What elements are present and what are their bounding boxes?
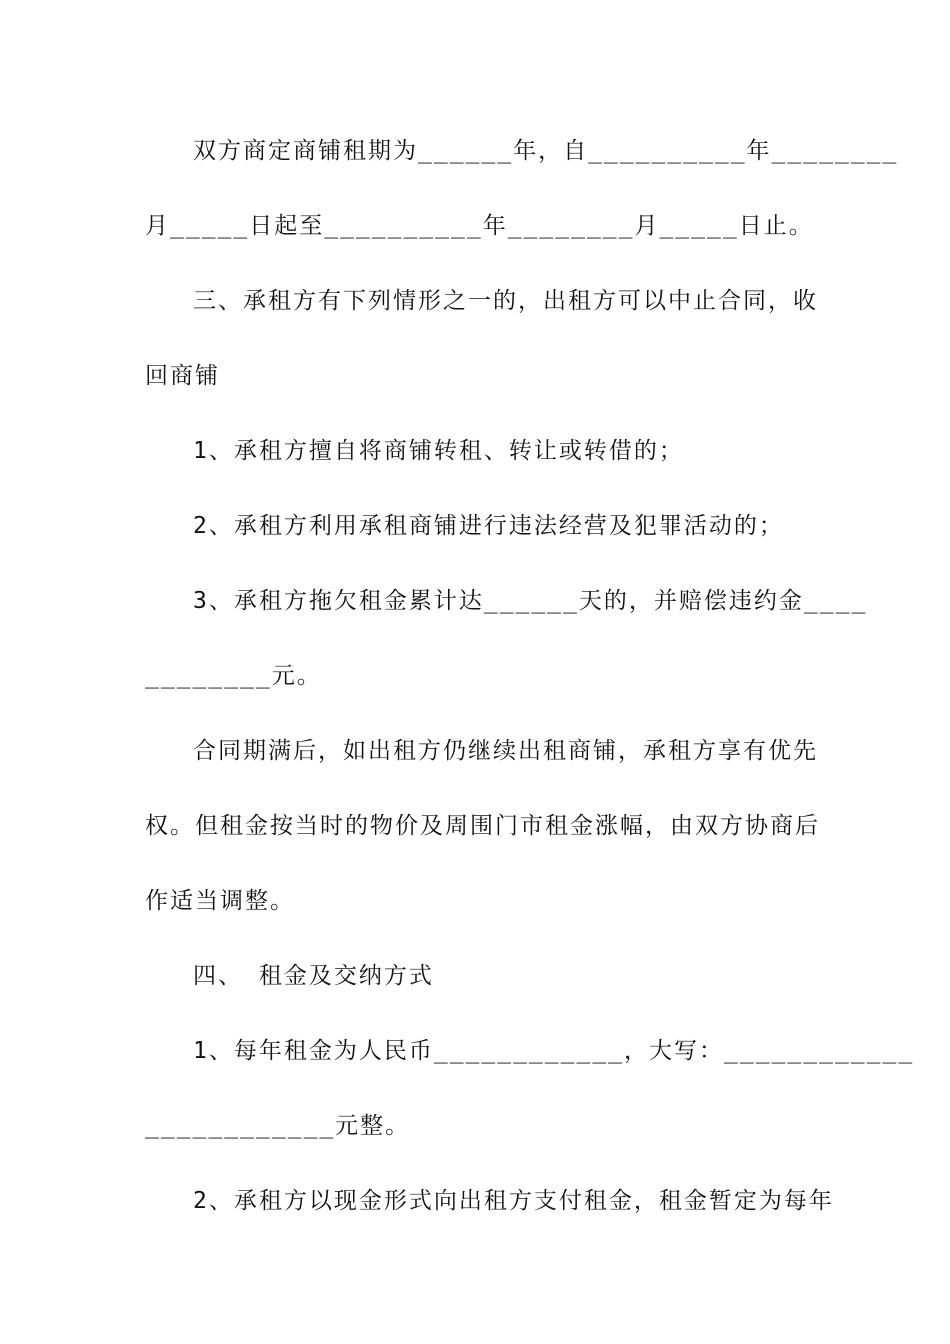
clause-3-rent-arrears: 3、承租方拖欠租金累计达______天的，并赔偿违约金____	[193, 588, 868, 614]
paragraph-renewal-priority: 合同期满后，如出租方仍继续出租商铺，承租方享有优先	[193, 738, 818, 764]
clause-3-rent-arrears-continued: ________元。	[145, 663, 322, 689]
paragraph-lease-term: 双方商定商铺租期为______年，自__________年________	[193, 138, 899, 164]
clause-2-illegal-use: 2、承租方利用承租商铺进行违法经营及犯罪活动的；	[193, 513, 784, 539]
section-four-heading: 四、 租金及交纳方式	[193, 963, 434, 989]
section-three-heading: 三、承租方有下列情形之一的，出租方可以中止合同，收	[193, 288, 818, 314]
clause-1-sublet: 1、承租方擅自将商铺转租、转让或转借的；	[193, 438, 684, 464]
paragraph-renewal-priority-continued: 权。但租金按当时的物价及周围门市租金涨幅，由双方协商后	[145, 813, 820, 839]
rent-clause-1-continued: ____________元整。	[145, 1113, 411, 1139]
rent-clause-2: 2、承租方以现金形式向出租方支付租金，租金暂定为每年	[193, 1188, 834, 1214]
section-three-heading-continued: 回商铺	[145, 363, 220, 389]
paragraph-lease-term-continued: 月_____日起至__________年________月_____日止。	[145, 213, 814, 239]
rent-clause-1: 1、每年租金为人民币____________，大写：____________	[193, 1038, 915, 1064]
paragraph-renewal-priority-end: 作适当调整。	[145, 888, 295, 914]
